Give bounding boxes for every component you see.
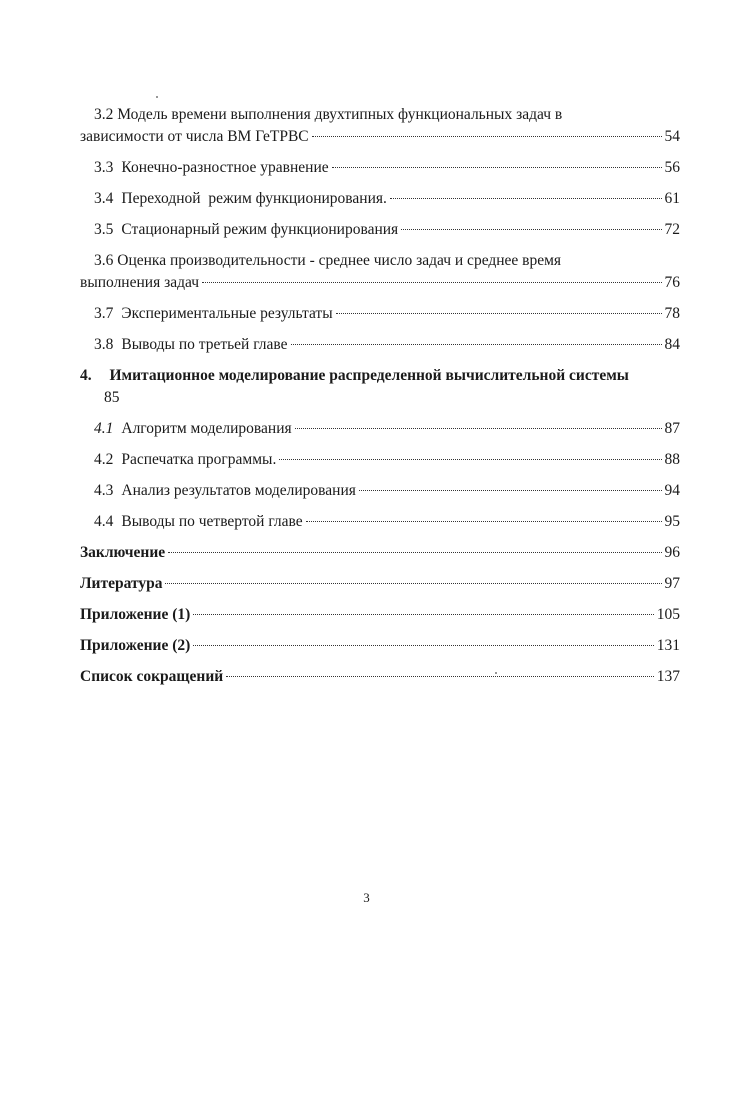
toc-page-number: 85 <box>104 389 120 406</box>
toc-page-number: 54 <box>664 128 680 145</box>
toc-page-number: 84 <box>664 336 680 353</box>
dot-leader <box>359 490 662 491</box>
toc-entry-number: 4.4 <box>94 513 114 530</box>
dot-leader <box>165 583 661 584</box>
toc-page-number: 97 <box>664 575 680 592</box>
dot-leader <box>295 428 662 429</box>
dot-leader <box>306 521 662 522</box>
toc-chapter-entry[interactable] <box>80 365 680 409</box>
dot-leader <box>226 676 654 677</box>
dot-leader <box>193 614 653 615</box>
toc-page-number: 105 <box>656 606 680 623</box>
toc-entry-number: 3.3 <box>94 159 114 176</box>
toc-page-number: 94 <box>664 482 680 499</box>
toc-page-number: 131 <box>656 637 680 654</box>
dot-leader <box>390 198 662 199</box>
toc-chapter-title: Имитационное моделирование распределенной вычислительной системы <box>109 367 629 384</box>
page-number: 3 <box>363 890 370 905</box>
toc-entry[interactable] <box>80 480 680 502</box>
toc-entry-title-continued: выполнения задач <box>80 274 200 291</box>
toc-entry[interactable] <box>80 250 680 294</box>
toc-entry-title: Модель времени выполнения двухтипных функциональных задач в <box>117 106 563 123</box>
toc-entry-title: Выводы по четвертой главе <box>121 513 303 530</box>
toc-entry[interactable] <box>80 511 680 533</box>
toc-entry-number: 4.2 <box>94 451 114 468</box>
toc-entry[interactable] <box>80 219 680 241</box>
toc-section-entry[interactable] <box>80 666 680 688</box>
dot-leader <box>332 167 662 168</box>
toc-page-number: 56 <box>664 159 680 176</box>
toc-entry-number: 4.3 <box>94 482 114 499</box>
table-of-contents <box>80 104 680 697</box>
toc-page-number: 72 <box>664 221 680 238</box>
toc-entry-number: 3.2 <box>94 106 114 123</box>
toc-section-title: Приложение (1) <box>80 606 191 623</box>
toc-entry-title: Стационарный режим функционирования <box>121 221 399 238</box>
toc-entry-title: Экспериментальные результаты <box>121 305 333 322</box>
toc-section-title: Список сокращений <box>80 668 224 685</box>
toc-entry[interactable] <box>80 188 680 210</box>
toc-section-entry[interactable] <box>80 635 680 657</box>
toc-section-entry[interactable] <box>80 542 680 564</box>
toc-page-number: 88 <box>664 451 680 468</box>
toc-entry-number: 3.5 <box>94 221 114 238</box>
toc-entry[interactable] <box>80 157 680 179</box>
toc-entry-title-continued: зависимости от числа ВМ ГеТРВС <box>80 128 309 145</box>
dot-leader <box>336 313 662 314</box>
toc-section-title: Заключение <box>80 544 166 561</box>
toc-section-entry[interactable] <box>80 573 680 595</box>
scan-speck <box>156 96 158 98</box>
toc-entry-title: Конечно-разностное уравнение <box>121 159 329 176</box>
toc-entry[interactable] <box>80 303 680 325</box>
dot-leader <box>279 459 661 460</box>
toc-entry-number: 3.8 <box>94 336 114 353</box>
toc-entry[interactable] <box>80 418 680 440</box>
toc-page-number: 95 <box>664 513 680 530</box>
toc-page-number: 61 <box>664 190 680 207</box>
toc-entry-title: Алгоритм моделирования <box>121 420 292 437</box>
toc-entry-title: Переходной режим функционирования. <box>121 190 387 207</box>
dot-leader <box>312 136 662 137</box>
toc-entry-title: Анализ результатов моделирования <box>121 482 356 499</box>
toc-chapter-number: 4. <box>80 367 92 384</box>
toc-entry-number: 4.1 <box>94 420 114 437</box>
toc-section-title: Литература <box>80 575 163 592</box>
toc-entry-number: 3.7 <box>94 305 114 322</box>
toc-page-number: 137 <box>656 668 680 685</box>
toc-section-entry[interactable] <box>80 604 680 626</box>
toc-page-number: 78 <box>664 305 680 322</box>
toc-entry[interactable] <box>80 334 680 356</box>
dot-leader <box>401 229 661 230</box>
toc-entry[interactable] <box>80 449 680 471</box>
toc-entry-number: 3.6 <box>94 252 114 269</box>
dot-leader <box>291 344 662 345</box>
toc-entry[interactable] <box>80 104 680 148</box>
toc-entry-title: Оценка производительности - среднее число задач и среднее время <box>117 252 562 269</box>
dot-leader <box>193 645 653 646</box>
toc-page-number: 87 <box>664 420 680 437</box>
toc-page-number: 76 <box>664 274 680 291</box>
dot-leader <box>168 552 661 553</box>
toc-entry-title: Выводы по третьей главе <box>121 336 288 353</box>
toc-page-number: 96 <box>664 544 680 561</box>
toc-entry-title: Распечатка программы. <box>121 451 277 468</box>
toc-entry-number: 3.4 <box>94 190 114 207</box>
dot-leader <box>202 282 661 283</box>
toc-section-title: Приложение (2) <box>80 637 191 654</box>
